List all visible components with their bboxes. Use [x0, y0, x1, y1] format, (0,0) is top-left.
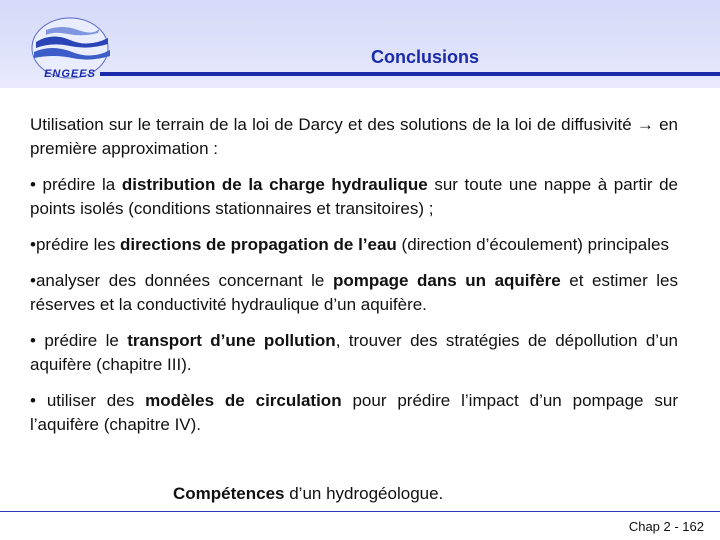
bullet-text: •analyser des données concernant le — [30, 271, 333, 290]
bullet-text: et estimer les réserves et la conductivité hydraulique d’un aquifère. — [30, 271, 679, 314]
bullet-keyword: directions de propagation de l’eau — [120, 235, 397, 254]
conclusion-keyword: Compétences — [173, 484, 285, 503]
bullet-text: , trouver des stratégies de dépollution d’un aquifère (chapitre III). — [30, 331, 678, 374]
conclusion-line — [173, 484, 443, 504]
content-body — [30, 113, 678, 449]
page-title: Conclusions — [370, 47, 479, 67]
bullet-item-3 — [30, 269, 678, 317]
title-underline — [100, 72, 720, 76]
bullet-keyword: pompage dans un aquifère — [332, 271, 561, 290]
bullet-item-1 — [30, 173, 678, 221]
conclusion-text: d’un hydrogéologue. — [284, 484, 444, 503]
bullet-text: • prédire le — [30, 331, 128, 350]
bullet-text: sur toute une nappe à partir de points isolés (conditions stationnaires et transitoires) ; — [30, 175, 678, 218]
footer-divider — [0, 511, 720, 512]
bullet-text: •prédire les — [30, 235, 121, 254]
bullet-keyword: transport d’une pollution — [127, 331, 336, 350]
engees-logo — [22, 10, 122, 88]
page-number: Chap 2 - 162 — [628, 519, 704, 534]
bullet-text: • utiliser des — [30, 391, 146, 410]
bullet-text: • prédire la — [30, 175, 122, 194]
logo-text: ENGEES — [44, 68, 96, 80]
bullet-keyword: modèles de circulation — [145, 391, 342, 410]
bullet-text: (direction d’écoulement) principales — [396, 235, 669, 254]
bullet-item-5 — [30, 389, 678, 437]
bullet-item-2 — [30, 233, 678, 257]
bullet-keyword: distribution de la charge hydraulique — [121, 175, 428, 194]
intro-paragraph: Utilisation sur le terrain de la loi de Darcy et des solutions de la loi de diffusivité → en première approximation : — [30, 115, 678, 158]
bullet-item-4 — [30, 329, 678, 377]
bullet-text: pour prédire l’impact d’un pompage sur l’aquifère (chapitre IV). — [30, 391, 678, 434]
